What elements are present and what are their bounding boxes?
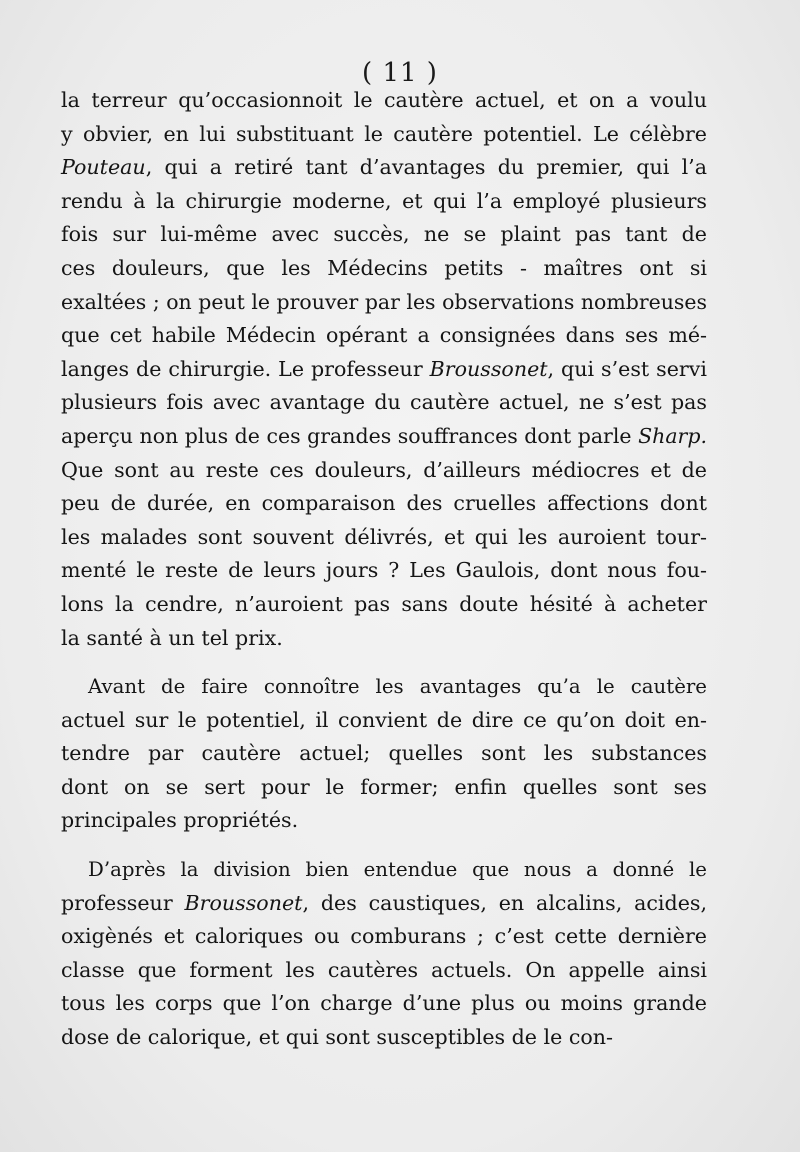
paragraph — [61, 84, 707, 655]
italic-name: Sharp. — [638, 423, 707, 448]
paragraph-gap — [61, 655, 707, 670]
text-run: ces douleurs, que les Médecins petits - maîtres ont si — [61, 255, 707, 280]
text-line — [61, 353, 707, 387]
text-line — [61, 670, 707, 704]
italic-name: Pouteau — [61, 155, 146, 180]
text-run: exaltées ; on peut le prouver par les observations nombreuses — [61, 289, 707, 314]
text-line — [61, 954, 707, 988]
text-run: oxigènés et caloriques ou comburans ; c’est cette dernière — [61, 924, 707, 949]
text-line — [61, 218, 707, 252]
text-line — [61, 704, 707, 738]
text-run: principales propriétés. — [61, 808, 299, 833]
text-line — [61, 554, 707, 588]
text-run: lons la cendre, n’auroient pas sans doute hésité à acheter — [61, 591, 707, 616]
text-line — [61, 185, 707, 219]
text-run: rendu à la chirurgie moderne, et qui l’a employé plusieurs — [61, 188, 707, 213]
text-line — [61, 1021, 707, 1055]
text-run: tous les corps que l’on charge d’une plus ou moins grande — [61, 991, 707, 1016]
text-run: , qui a retiré tant d’avantages du premier, qui l’a — [145, 155, 707, 180]
text-run: que cet habile Médecin opérant a consignées dans ses mé- — [61, 323, 707, 348]
text-line — [61, 588, 707, 622]
text-line — [61, 420, 707, 454]
text-line — [61, 319, 707, 353]
text-line — [61, 151, 707, 185]
text-line — [61, 987, 707, 1021]
text-line — [61, 853, 707, 887]
paragraph — [61, 670, 707, 838]
text-line — [61, 454, 707, 488]
text-run: la terreur qu’occasionnoit le cautère actuel, et on a voulu — [61, 88, 707, 112]
text-run: , qui s’est servi — [547, 356, 707, 381]
italic-name: Broussonet — [184, 890, 303, 915]
text-run: dose de calorique, et qui sont susceptibles de le con- — [61, 1025, 614, 1050]
text-line — [61, 84, 707, 118]
text-run: D’après la division bien entendue que nous a donné le — [88, 858, 707, 882]
text-run: la santé à un tel prix. — [61, 625, 283, 650]
text-line — [61, 771, 707, 805]
text-run: tendre par cautère actuel; quelles sont les substances — [61, 741, 707, 766]
text-run: fois sur lui-même avec succès, ne se plaint pas tant de — [61, 222, 707, 247]
paragraph — [61, 853, 707, 1055]
text-run: professeur — [61, 890, 185, 915]
text-run: Avant de faire connoître les avantages qu’a le cautère — [88, 675, 707, 699]
text-line — [61, 286, 707, 320]
text-line — [61, 118, 707, 152]
text-line — [61, 622, 707, 656]
paragraph-gap — [61, 838, 707, 853]
text-run: aperçu non plus de ces grandes souffrances dont parle — [61, 423, 639, 448]
text-run: classe que forment les cautères actuels. On appelle ainsi — [61, 957, 707, 982]
text-run: y obvier, en lui substituant le cautère potentiel. Le célèbre — [61, 121, 707, 146]
text-run: , des caustiques, en alcalins, acides, — [302, 890, 708, 915]
italic-name: Broussonet — [429, 356, 548, 381]
text-line — [61, 887, 707, 921]
text-run: menté le reste de leurs jours ? Les Gaulois, dont nous fou- — [61, 558, 707, 583]
text-line — [61, 737, 707, 771]
text-run: peu de durée, en comparaison des cruelles affections dont — [61, 491, 707, 516]
text-run: Que sont au reste ces douleurs, d’ailleurs médiocres et de — [61, 457, 707, 482]
text-run: langes de chirurgie. Le professeur — [61, 356, 430, 381]
text-line — [61, 521, 707, 555]
page-number: ( 11 ) — [362, 58, 438, 88]
text-line — [61, 487, 707, 521]
text-run: les malades sont souvent délivrés, et qui les auroient tour- — [61, 524, 707, 549]
text-run: dont on se sert pour le former; enfin quelles sont ses — [61, 774, 707, 799]
text-line — [61, 920, 707, 954]
text-line — [61, 804, 707, 838]
text-run: actuel sur le potentiel, il convient de dire ce qu’on doit en- — [61, 707, 707, 732]
body-text — [61, 84, 707, 1055]
text-line — [61, 386, 707, 420]
text-run: plusieurs fois avec avantage du cautère actuel, ne s’est pas — [61, 390, 707, 415]
text-line — [61, 252, 707, 286]
